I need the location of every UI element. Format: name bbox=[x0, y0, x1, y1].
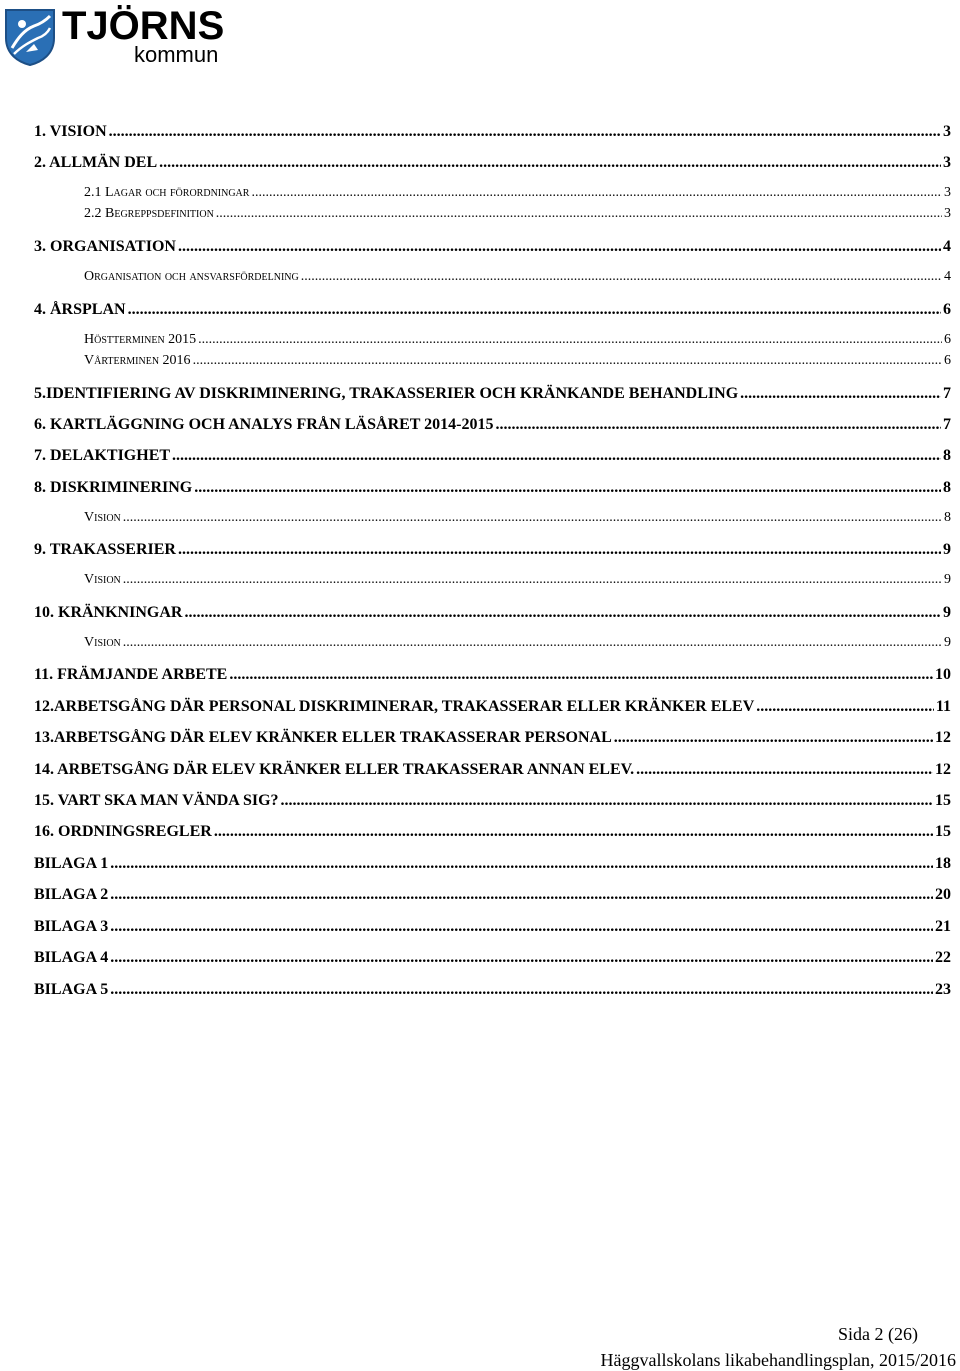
toc-dot-leader bbox=[128, 301, 941, 319]
toc-entry[interactable] bbox=[34, 981, 951, 999]
toc-entry-page: 8 bbox=[943, 479, 951, 496]
toc-entry-title: 10. KRÄNKNINGAR bbox=[34, 604, 183, 621]
toc-entry[interactable] bbox=[34, 332, 951, 348]
toc-entry-page: 11 bbox=[935, 698, 951, 715]
toc-entry[interactable] bbox=[34, 479, 951, 497]
toc-entry[interactable] bbox=[34, 698, 951, 716]
toc-entry-title: BILAGA 3 bbox=[34, 918, 109, 935]
toc-entry-page: 9 bbox=[943, 541, 951, 558]
toc-dot-leader bbox=[178, 238, 941, 256]
toc-entry[interactable] bbox=[34, 123, 951, 141]
toc-entry-page: 3 bbox=[943, 123, 951, 140]
toc-entry-title: 11. FRÄMJANDE ARBETE bbox=[34, 666, 228, 683]
toc-entry-number: 5. bbox=[34, 385, 46, 402]
toc-dot-leader bbox=[110, 918, 933, 936]
document-title: Häggvallskolans likabehandlingsplan, 2015/2016 bbox=[600, 1350, 956, 1370]
toc-entry-title: 1. VISION bbox=[34, 123, 107, 140]
toc-dot-leader bbox=[496, 416, 942, 434]
toc-entry-number: 12. bbox=[34, 698, 54, 715]
toc-entry[interactable] bbox=[34, 792, 951, 810]
toc-dot-leader bbox=[740, 385, 941, 403]
municipality-logo bbox=[4, 6, 244, 68]
toc-entry-title: ARBETSGÅNG DÄR ELEV KRÄNKER ELLER TRAKASSERAR PERSONAL bbox=[54, 729, 612, 746]
toc-entry-page: 12 bbox=[935, 761, 951, 778]
toc-entry-page: 7 bbox=[943, 416, 951, 433]
toc-dot-leader bbox=[301, 269, 942, 285]
toc-entry-page: 4 bbox=[944, 269, 951, 284]
toc-entry-title: 15. VART SKA MAN VÄNDA SIG? bbox=[34, 792, 279, 809]
toc-entry[interactable] bbox=[34, 238, 951, 256]
toc-entry-page: 3 bbox=[943, 154, 951, 171]
toc-entry-page: 21 bbox=[935, 918, 951, 935]
toc-dot-leader bbox=[214, 823, 933, 841]
toc-entry[interactable] bbox=[34, 949, 951, 967]
toc-entry[interactable] bbox=[34, 635, 951, 651]
toc-entry-number: 13. bbox=[34, 729, 54, 746]
toc-dot-leader bbox=[110, 949, 933, 967]
toc-entry-page: 9 bbox=[944, 635, 951, 650]
toc-entry-title: 8. DISKRIMINERING bbox=[34, 479, 193, 496]
toc-dot-leader bbox=[110, 981, 933, 999]
toc-entry-page: 6 bbox=[944, 332, 951, 347]
toc-entry-title: BILAGA 1 bbox=[34, 855, 109, 872]
toc-dot-leader bbox=[251, 185, 942, 201]
toc-entry-page: 4 bbox=[943, 238, 951, 255]
coat-of-arms-icon bbox=[4, 8, 56, 66]
toc-entry[interactable] bbox=[34, 604, 951, 622]
toc-dot-leader bbox=[194, 479, 941, 497]
toc-entry-title: 14. ARBETSGÅNG DÄR ELEV KRÄNKER ELLER TRAKASSERAR ANNAN ELEV. bbox=[34, 761, 635, 778]
toc-entry-title: ARBETSGÅNG DÄR PERSONAL DISKRIMINERAR, TRAKASSERAR ELLER KRÄNKER ELEV bbox=[54, 698, 755, 715]
toc-entry-title: 2.1 Lagar och förordningar bbox=[84, 185, 250, 200]
toc-entry[interactable] bbox=[34, 301, 951, 319]
toc-entry-title: 2.2 Begreppsdefinition bbox=[84, 206, 214, 221]
toc-entry-page: 22 bbox=[935, 949, 951, 966]
toc-entry[interactable] bbox=[34, 823, 951, 841]
toc-entry[interactable] bbox=[34, 855, 951, 873]
toc-entry-page: 6 bbox=[944, 353, 951, 368]
toc-dot-leader bbox=[229, 666, 933, 684]
toc-dot-leader bbox=[216, 206, 942, 222]
toc-entry[interactable] bbox=[34, 416, 951, 434]
toc-dot-leader bbox=[614, 729, 933, 747]
toc-dot-leader bbox=[198, 332, 942, 348]
toc-entry[interactable] bbox=[34, 886, 951, 904]
toc-entry-title: Vision bbox=[84, 572, 121, 587]
toc-dot-leader bbox=[110, 886, 933, 904]
toc-entry-title: 6. KARTLÄGGNING OCH ANALYS FRÅN LÄSÅRET 2014-2015 bbox=[34, 416, 494, 433]
toc-entry-title: Vision bbox=[84, 510, 121, 525]
toc-entry-title: Organisation och ansvarsfördelning bbox=[84, 269, 299, 284]
toc-entry[interactable] bbox=[34, 761, 951, 779]
toc-entry-title: 2. ALLMÄN DEL bbox=[34, 154, 158, 171]
toc-entry-page: 10 bbox=[935, 666, 951, 683]
toc-entry-page: 3 bbox=[944, 206, 951, 221]
toc-entry-page: 3 bbox=[944, 185, 951, 200]
toc-entry-page: 23 bbox=[935, 981, 951, 998]
toc-entry[interactable] bbox=[34, 206, 951, 222]
toc-entry-page: 7 bbox=[943, 385, 951, 402]
page-number: Sida 2 (26) bbox=[838, 1324, 918, 1344]
toc-entry[interactable] bbox=[34, 447, 951, 465]
toc-entry-title: BILAGA 4 bbox=[34, 949, 109, 966]
toc-dot-leader bbox=[281, 792, 933, 810]
toc-entry[interactable] bbox=[34, 510, 951, 526]
toc-entry[interactable] bbox=[34, 729, 951, 747]
toc-dot-leader bbox=[123, 572, 942, 588]
toc-entry[interactable] bbox=[34, 269, 951, 285]
toc-entry-title: Vårterminen 2016 bbox=[84, 353, 191, 368]
toc-entry-title: 3. ORGANISATION bbox=[34, 238, 176, 255]
toc-dot-leader bbox=[172, 447, 941, 465]
logo-subtitle: kommun bbox=[134, 42, 219, 67]
toc-dot-leader bbox=[123, 635, 942, 651]
toc-entry-title: Höstterminen 2015 bbox=[84, 332, 197, 347]
toc-dot-leader bbox=[193, 353, 942, 369]
toc-dot-leader bbox=[123, 510, 942, 526]
toc-entry-page: 8 bbox=[944, 510, 951, 525]
toc-dot-leader bbox=[109, 123, 941, 141]
toc-dot-leader bbox=[110, 855, 933, 873]
toc-entry-page: 20 bbox=[935, 886, 951, 903]
toc-entry-title: 7. DELAKTIGHET bbox=[34, 447, 171, 464]
toc-dot-leader bbox=[636, 761, 933, 779]
toc-entry[interactable] bbox=[34, 385, 951, 403]
toc-entry-title: Vision bbox=[84, 635, 121, 650]
toc-entry-page: 9 bbox=[943, 604, 951, 621]
toc-entry-page: 15 bbox=[935, 792, 951, 809]
toc-dot-leader bbox=[178, 541, 941, 559]
toc-entry-page: 9 bbox=[944, 572, 951, 587]
toc-entry[interactable] bbox=[34, 541, 951, 559]
toc-dot-leader bbox=[184, 604, 941, 622]
toc-entry[interactable] bbox=[34, 666, 951, 684]
toc-entry-title: BILAGA 2 bbox=[34, 886, 109, 903]
toc-entry-page: 6 bbox=[943, 301, 951, 318]
toc-entry[interactable] bbox=[34, 353, 951, 369]
toc-entry-page: 18 bbox=[935, 855, 951, 872]
toc-dot-leader bbox=[159, 154, 941, 172]
toc-entry-title: BILAGA 5 bbox=[34, 981, 109, 998]
toc-entry[interactable] bbox=[34, 572, 951, 588]
toc-entry-page: 15 bbox=[935, 823, 951, 840]
toc-dot-leader bbox=[756, 698, 934, 716]
toc-entry-title: 9. TRAKASSERIER bbox=[34, 541, 176, 558]
toc-entry[interactable] bbox=[34, 918, 951, 936]
toc-entry-title: 4. ÅRSPLAN bbox=[34, 301, 126, 318]
logo-name: TJÖRNS bbox=[62, 4, 225, 48]
toc-entry[interactable] bbox=[34, 185, 951, 201]
toc-entry-title: IDENTIFIERING AV DISKRIMINERING, TRAKASSERIER OCH KRÄNKANDE BEHANDLING bbox=[46, 385, 739, 402]
toc-entry-page: 8 bbox=[943, 447, 951, 464]
toc-entry[interactable] bbox=[34, 154, 951, 172]
toc-entry-page: 12 bbox=[935, 729, 951, 746]
toc-entry-title: 16. ORDNINGSREGLER bbox=[34, 823, 212, 840]
